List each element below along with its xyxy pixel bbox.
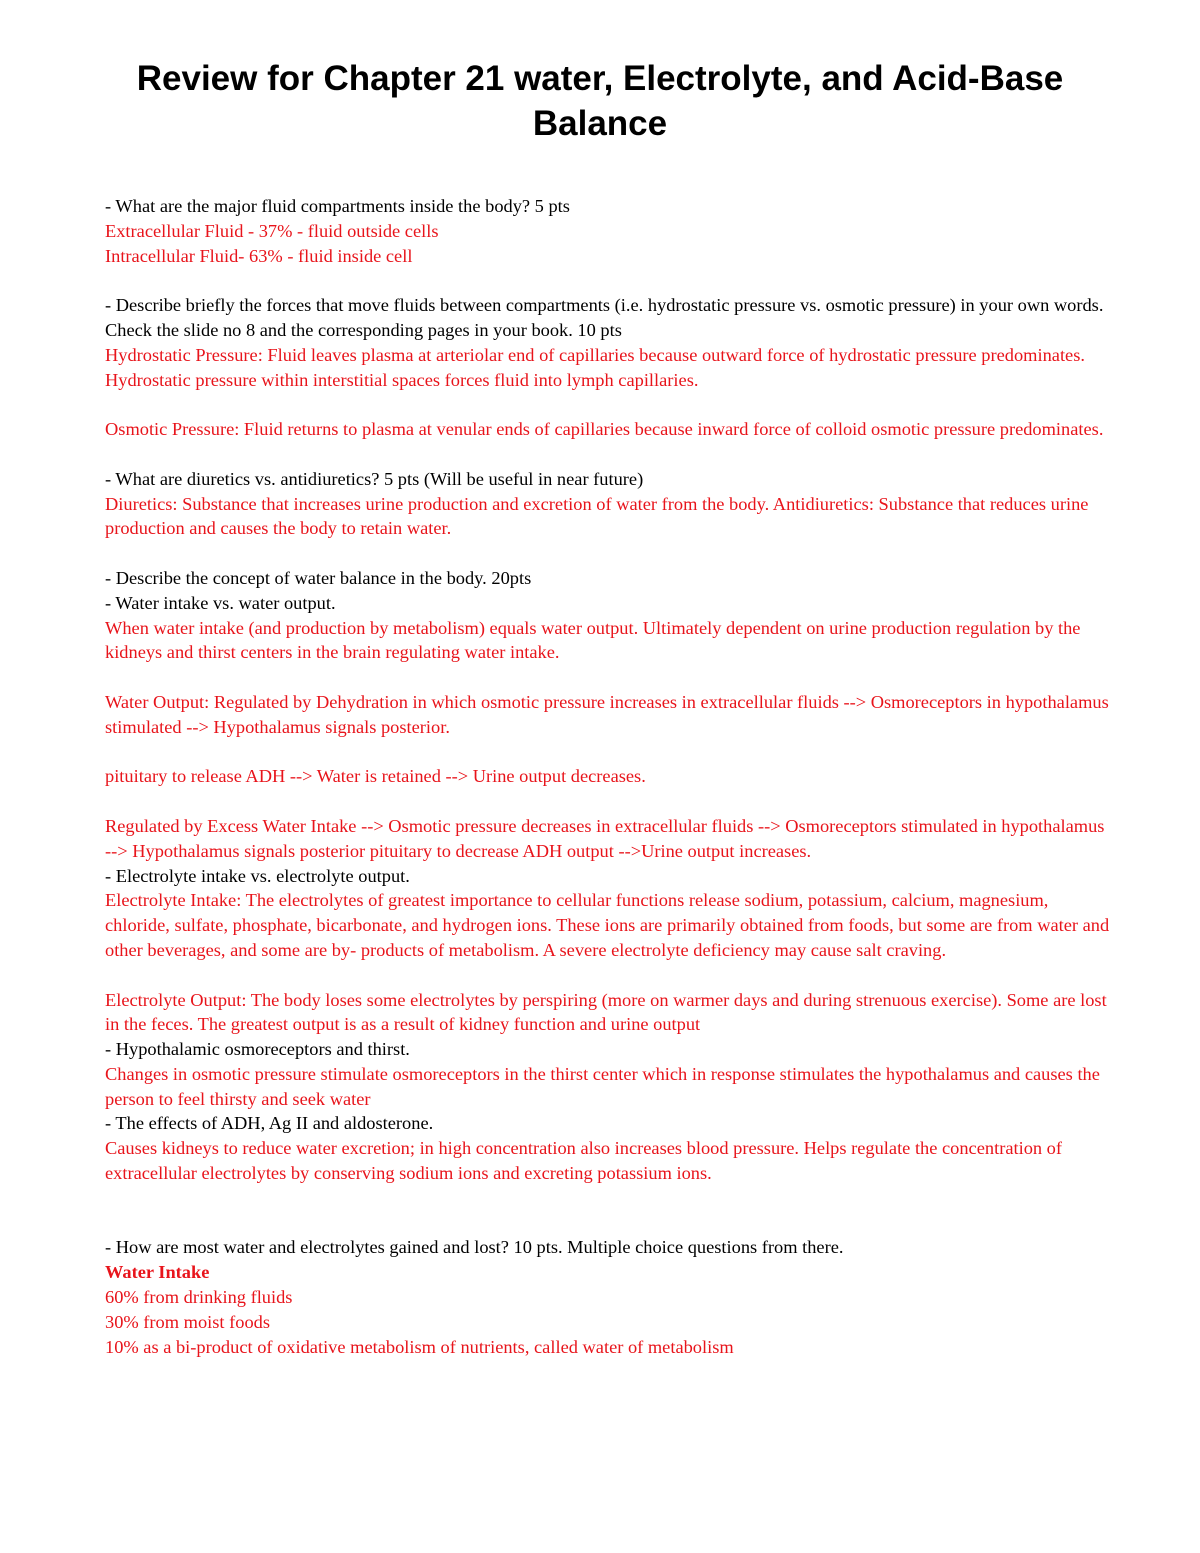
answer-water-output: Water Output: Regulated by Dehydration in which osmotic pressure increases in extracellular fluids --> Osmoreceptors in hypothalamus stimulated --> Hypothalamus signals posterior. — [105, 691, 1109, 737]
subquestion-adh-effects: - The effects of ADH, Ag II and aldosterone. — [105, 1113, 434, 1134]
answer-electrolyte-output: Electrolyte Output: The body loses some electrolytes by perspiring (more on warmer days and during strenuous exercise). Some are lost in the feces. The greatest output is as a result of kidney function and urine output — [105, 989, 1107, 1035]
spacer — [105, 665, 1115, 690]
subquestion-water-intake-output: - Water intake vs. water output. — [105, 592, 336, 613]
question-water-balance: - Describe the concept of water balance in the body. 20pts — [105, 567, 532, 588]
spacer — [105, 392, 1115, 417]
answer-electrolyte-intake: Electrolyte Intake: The electrolytes of greatest importance to cellular functions release sodium, potassium, calcium, magnesium, chloride, sulfate, phosphate, bicarbonate, and hydrogen ions. These ions are primarily obtained from foods, but some are from water and other beverages, and some are by- products of metabolism. A severe electrolyte deficiency may cause salt craving. — [105, 890, 1110, 960]
question-diuretics: - What are diuretics vs. antidiuretics? 5 pts (Will be useful in near future) — [105, 468, 644, 489]
list-item: 60% from drinking fluids — [105, 1287, 293, 1308]
answer-extracellular: Extracellular Fluid - 37% - fluid outside cells — [105, 220, 439, 241]
spacer — [105, 1186, 1115, 1236]
spacer — [105, 963, 1115, 988]
question-fluid-compartments: - What are the major fluid compartments inside the body? 5 pts — [105, 196, 570, 216]
answer-osmoreceptors: Changes in osmotic pressure stimulate osmoreceptors in the thirst center which in response stimulates the hypothalamus and causes the person to feel thirsty and seek water — [105, 1063, 1100, 1109]
page-title: Review for Chapter 21 water, Electrolyte, and Acid-Base Balance — [136, 59, 1064, 143]
list-item: 10% as a bi-product of oxidative metabolism of nutrients, called water of metabolism — [105, 1336, 734, 1357]
document-body — [105, 194, 1115, 1359]
answer-excess-water-intake: Regulated by Excess Water Intake --> Osmotic pressure decreases in extracellular fluids --> Osmoreceptors stimulated in hypothalamus --> Hypothalamus signals posterior pituitary to decrease ADH output -->Urine output increases. — [105, 815, 1105, 861]
answer-hydrostatic-pressure: Hydrostatic Pressure: Fluid leaves plasma at arteriolar end of capillaries because outward force of hydrostatic pressure predominates. Hydrostatic pressure within interstitial spaces forces fluid into lymph capillaries. — [105, 344, 1085, 390]
question-gained-lost: - How are most water and electrolytes gained and lost? 10 pts. Multiple choice questions from there. — [105, 1237, 844, 1258]
answer-adh-effects: Causes kidneys to reduce water excretion; in high concentration also increases blood pressure. Helps regulate the concentration of extracellular electrolytes by conserving sodium ions and excreting potassium ions. — [105, 1138, 1063, 1184]
answer-osmotic-pressure: Osmotic Pressure: Fluid returns to plasma at venular ends of capillaries because inward force of colloid osmotic pressure predominates. — [105, 419, 1104, 440]
answer-intracellular: Intracellular Fluid- 63% - fluid inside cell — [105, 245, 413, 266]
spacer — [105, 268, 1115, 293]
list-item: 30% from moist foods — [105, 1311, 270, 1332]
spacer — [105, 541, 1115, 566]
subquestion-electrolyte-intake-output: - Electrolyte intake vs. electrolyte output. — [105, 865, 410, 886]
answer-diuretics: Diuretics: Substance that increases urine production and excretion of water from the body. Antidiuretics: Substance that reduces urine production and causes the body to retain water. — [105, 493, 1089, 539]
spacer — [105, 789, 1115, 814]
spacer — [105, 442, 1115, 467]
heading-water-intake: Water Intake — [105, 1262, 210, 1283]
question-forces: - Describe briefly the forces that move fluids between compartments (i.e. hydrostatic pressure vs. osmotic pressure) in your own words. Check the slide no 8 and the corresponding pages in your book. 10 pts — [105, 295, 1104, 340]
subquestion-osmoreceptors: - Hypothalamic osmoreceptors and thirst. — [105, 1039, 410, 1060]
spacer — [105, 740, 1115, 765]
answer-water-balance: When water intake (and production by metabolism) equals water output. Ultimately dependent on urine production regulation by the kidneys and thirst centers in the brain regulating water intake. — [105, 617, 1081, 663]
answer-pituitary: pituitary to release ADH --> Water is retained --> Urine output decreases. — [105, 766, 646, 787]
